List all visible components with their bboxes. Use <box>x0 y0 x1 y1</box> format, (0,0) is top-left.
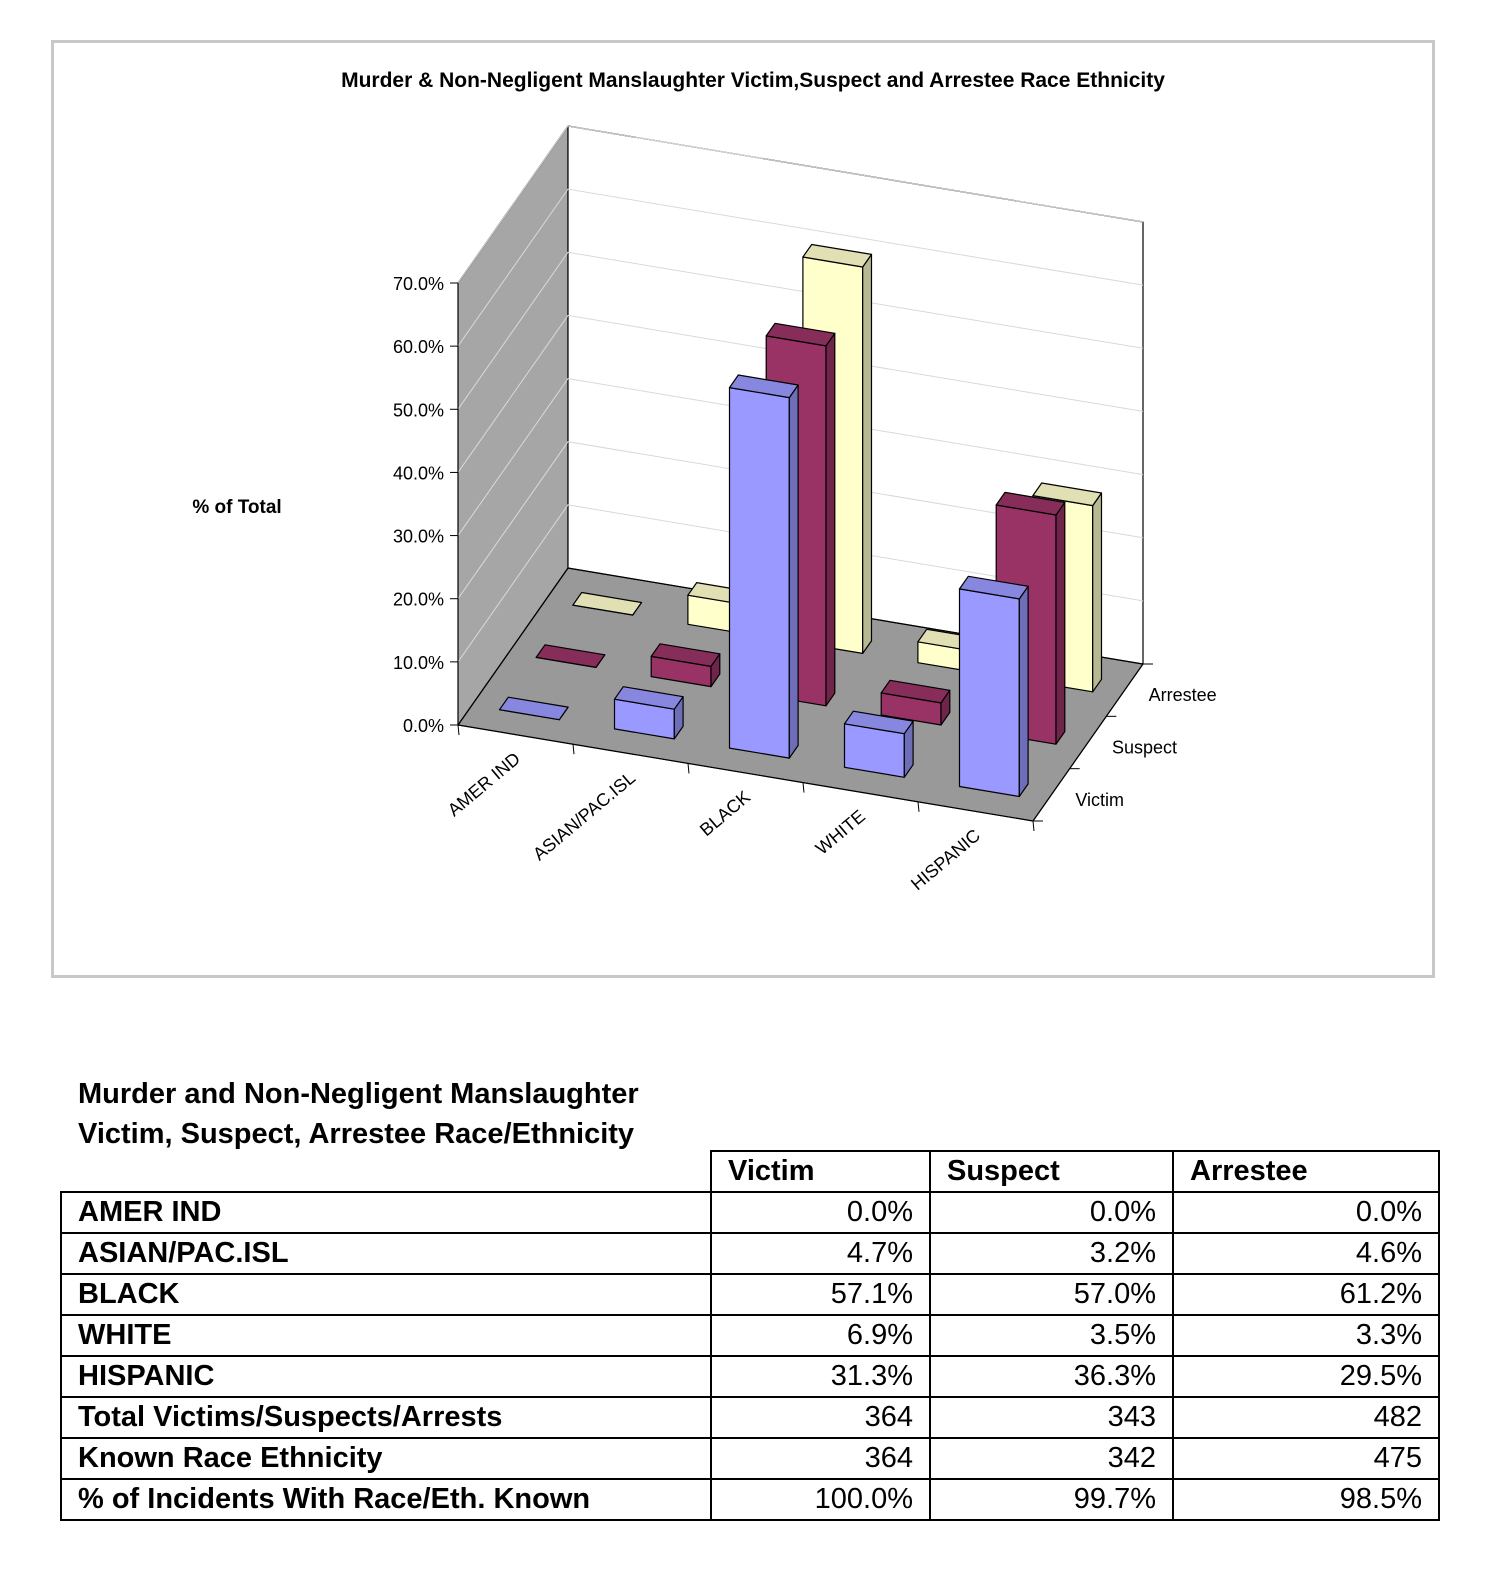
bar-front-face <box>730 388 790 758</box>
y-tick-label: 30.0% <box>392 526 444 547</box>
cell-victim: 364 <box>711 1397 930 1438</box>
y-tick-label: 20.0% <box>392 589 444 610</box>
chart-title: Murder & Non-Negligent Manslaughter Victim,Suspect and Arrestee Race Ethnicity <box>341 69 1165 92</box>
series-tick-label: Suspect <box>1112 737 1178 758</box>
x-tick-label: WHITE <box>811 805 870 859</box>
bar-side-face <box>826 333 835 706</box>
cell-arrestee: 3.3% <box>1173 1315 1439 1356</box>
row-label: Known Race Ethnicity <box>61 1438 711 1479</box>
cell-suspect: 0.0% <box>930 1192 1173 1233</box>
table-title-line-1: Murder and Non-Negligent Manslaughter <box>78 1078 639 1110</box>
table-header-victim: Victim <box>711 1151 930 1192</box>
y-tick-label: 60.0% <box>392 337 444 358</box>
table-row <box>61 1438 1439 1479</box>
cell-arrestee: 0.0% <box>1173 1192 1439 1233</box>
table-title-line-2: Victim, Suspect, Arrestee Race/Ethnicity <box>78 1118 635 1150</box>
x-tick-mark <box>688 763 689 773</box>
table-row <box>61 1479 1439 1520</box>
cell-suspect: 99.7% <box>930 1479 1173 1520</box>
cell-victim: 0.0% <box>711 1192 930 1233</box>
row-label: WHITE <box>61 1315 711 1356</box>
y-tick-label: 0.0% <box>402 716 444 736</box>
bar-side-face <box>1056 502 1065 744</box>
cell-victim: 57.1% <box>711 1274 930 1315</box>
bar-victim-3 <box>845 711 914 777</box>
x-tick-mark <box>573 744 574 754</box>
cell-arrestee: 475 <box>1173 1438 1439 1479</box>
cell-victim: 31.3% <box>711 1356 930 1397</box>
table-row <box>61 1397 1439 1438</box>
cell-arrestee: 482 <box>1173 1397 1439 1438</box>
bar-side-face <box>863 254 872 653</box>
x-tick-mark <box>1033 821 1034 831</box>
bar-side-face <box>1093 493 1102 692</box>
bar-victim-2 <box>730 375 799 758</box>
cell-arrestee: 61.2% <box>1173 1274 1439 1315</box>
cell-suspect: 57.0% <box>930 1274 1173 1315</box>
table-row <box>61 1315 1439 1356</box>
row-label: AMER IND <box>61 1192 711 1233</box>
cell-arrestee: 98.5% <box>1173 1479 1439 1520</box>
table-row <box>61 1233 1439 1274</box>
table-row <box>61 1192 1439 1233</box>
x-tick-label: BLACK <box>695 786 755 841</box>
row-label: ASIAN/PAC.ISL <box>61 1233 711 1274</box>
chart-frame <box>51 40 1435 978</box>
x-tick-label: AMER IND <box>443 748 525 821</box>
y-tick-label: 40.0% <box>392 463 444 484</box>
row-label: BLACK <box>61 1274 711 1315</box>
bar-side-face <box>789 385 798 758</box>
bar-victim-4 <box>960 576 1029 796</box>
row-label: HISPANIC <box>61 1356 711 1397</box>
x-tick-mark <box>803 783 804 793</box>
cell-victim: 100.0% <box>711 1479 930 1520</box>
y-tick-label: 50.0% <box>392 400 444 421</box>
row-label: % of Incidents With Race/Eth. Known <box>61 1479 711 1520</box>
series-tick-label: Victim <box>1075 789 1125 810</box>
cell-suspect: 3.2% <box>930 1233 1173 1274</box>
y-tick-label: 10.0% <box>392 652 444 673</box>
x-tick-label: ASIAN/PAC.ISL <box>529 767 640 865</box>
table-header-arrestee: Arrestee <box>1173 1151 1439 1192</box>
y-tick-label: 70.0% <box>392 274 444 294</box>
x-tick-mark <box>458 725 459 735</box>
table-header-suspect: Suspect <box>930 1151 1173 1192</box>
row-label: Total Victims/Suspects/Arrests <box>61 1397 711 1438</box>
cell-suspect: 343 <box>930 1397 1173 1438</box>
cell-suspect: 342 <box>930 1438 1173 1479</box>
table-header-blank <box>61 1151 711 1192</box>
cell-suspect: 3.5% <box>930 1315 1173 1356</box>
cell-victim: 6.9% <box>711 1315 930 1356</box>
cell-victim: 364 <box>711 1438 930 1479</box>
table-header-row <box>61 1151 1439 1192</box>
cell-suspect: 36.3% <box>930 1356 1173 1397</box>
chart-3d-column <box>54 43 1432 975</box>
bar-victim-1 <box>615 687 684 739</box>
cell-victim: 4.7% <box>711 1233 930 1274</box>
x-tick-mark <box>918 802 919 812</box>
y-axis-title: % of Total <box>192 497 282 518</box>
series-tick-label: Arrestee <box>1148 685 1217 706</box>
cell-arrestee: 29.5% <box>1173 1356 1439 1397</box>
cell-arrestee: 4.6% <box>1173 1233 1439 1274</box>
table-row <box>61 1356 1439 1397</box>
table-row <box>61 1274 1439 1315</box>
data-table <box>60 1150 1440 1521</box>
y-axis-ticks <box>393 274 458 736</box>
x-tick-label: HISPANIC <box>907 825 985 895</box>
table-title <box>78 1074 639 1154</box>
bar-side-face <box>1019 586 1028 796</box>
bar-front-face <box>960 589 1020 797</box>
